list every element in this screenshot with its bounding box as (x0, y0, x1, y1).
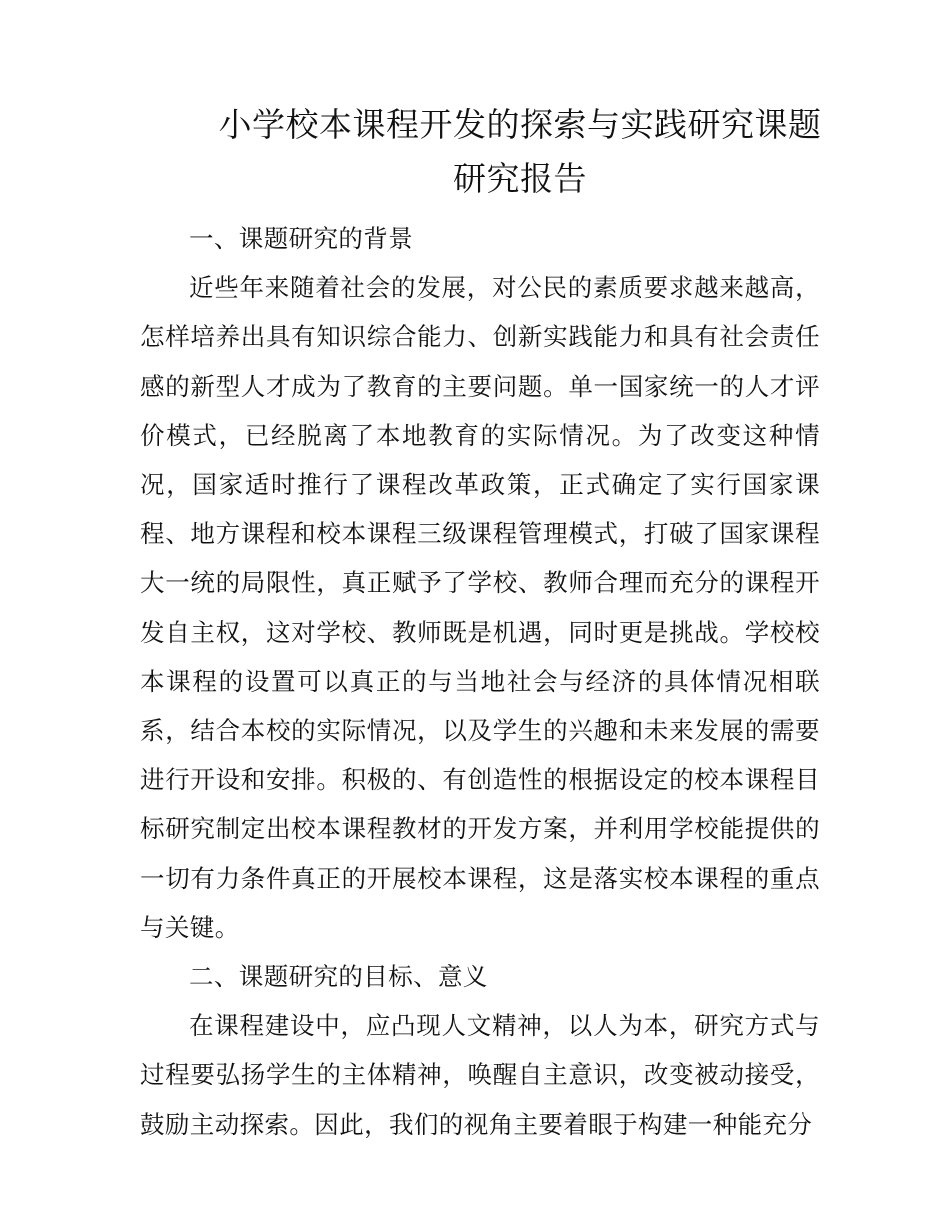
title-line-2: 研究报告 (453, 159, 587, 198)
title-line-1: 小学校本课程开发的探索与实践研究课题 (218, 105, 822, 144)
section-heading-background: 一、课题研究的背景 (189, 224, 414, 253)
paragraph-goals: 在课程建设中，应凸现人文精神，以人为本，研究方式与过程要弘扬学生的主体精神，唤醒自主意识，改变被动接受，鼓励主动探索。因此，我们的视角主要着眼于构建一种能充分 (140, 1011, 820, 1139)
paragraph-background: 近些年来随着社会的发展，对公民的素质要求越来越高，怎样培养出具有知识综合能力、创新实践能力和具有社会责任感的新型人才成为了教育的主要问题。单一国家统一的人才评价模式，已经脱离了本地教育的实际情况。为了改变这种情况，国家适时推行了课程改革政策，正式确定了实行国家课程、地方课程和校本课程三级课程管理模式，打破了国家课程大一统的局限性，真正赋予了学校、教师合理而充分的课程开发自主权，这对学校、教师既是机遇，同时更是挑战。学校校本课程的设置可以真正的与当地社会与经济的具体情况相联系，结合本校的实际情况，以及学生的兴趣和未来发展的需要进行开设和安排。积极的、有创造性的根据设定的校本课程目标研究制定出校本课程教材的开发方案，并利用学校能提供的一切有力条件真正的开展校本课程，这是落实校本课程的重点与关键。 (140, 273, 820, 942)
document-title (140, 98, 860, 206)
document-body (140, 214, 820, 1149)
section-heading-goals: 二、课题研究的目标、意义 (189, 962, 488, 992)
